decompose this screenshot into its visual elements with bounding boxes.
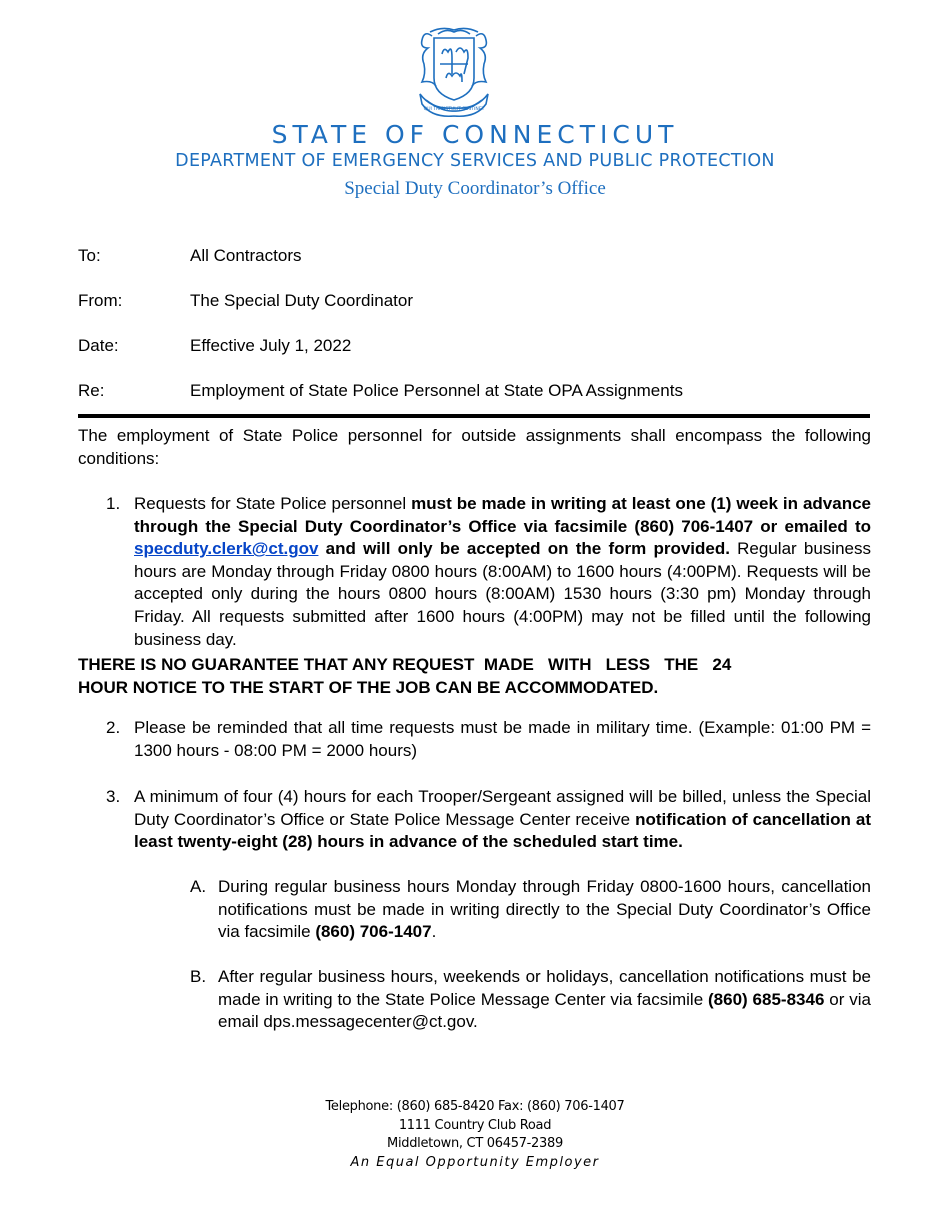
warning-line-1: THERE IS NO GUARANTEE THAT ANY REQUEST MADE WITH LESS THE 24 (78, 655, 732, 674)
item-3-bold-a: notification of cancellation at least twenty-eight (28) hours in advance of the scheduled start time. (134, 809, 872, 852)
re-label: Re: (78, 381, 105, 400)
sub-item-a-fax: (860) 706-1407 (315, 922, 432, 942)
department-title: DEPARTMENT OF EMERGENCY SERVICES AND PUBLIC PROTECTION (175, 151, 775, 171)
email-link[interactable]: specduty.clerk@ct.gov (134, 539, 319, 559)
footer-eoe: An Equal Opportunity Employer (350, 1154, 600, 1170)
date-label: Date: (78, 336, 119, 355)
sub-item-b-text-a: After regular business hours, weekends or holidays, cancellation notifications must be made in writing to the State Police Message Center via facsimile (218, 967, 871, 1009)
to-value: All Contractors (190, 246, 302, 265)
sub-item-a-text-b: . (431, 922, 437, 942)
state-seal-icon (412, 24, 496, 124)
footer (0, 1098, 950, 1172)
item-1 (134, 493, 871, 651)
item-1-bold-a: must be made in writing at least one (1) week in advance through the Special Duty Coordinator’s Office via facsimile (860) 706-1407 or emailed to (134, 494, 872, 536)
sub-item-b-text-b: or via email dps.messagecenter@ct.gov. (218, 989, 871, 1032)
item-2-number: 2. (106, 718, 121, 737)
seal-motto: QUI TRANSTULIT SUSTINET (423, 107, 485, 112)
to-label: To: (78, 246, 101, 265)
item-1-bold-b: and will only be accepted on the form provided. (318, 539, 730, 559)
footer-city: Middletown, CT 06457-2389 (387, 1136, 563, 1151)
warning-line-2: HOUR NOTICE TO THE START OF THE JOB CAN BE ACCOMMODATED. (78, 677, 659, 697)
header-divider (78, 414, 870, 418)
guarantee-warning (78, 654, 878, 699)
sub-item-a-text-a: During regular business hours Monday through Friday 0800-1600 hours, cancellation notifications must be made in writing directly to the Special Duty Coordinator’s Office via facsimile (218, 877, 871, 942)
from-value: The Special Duty Coordinator (190, 291, 414, 310)
item-1-text-a: Requests for State Police personnel (134, 494, 412, 513)
footer-phone: Telephone: (860) 685-8420 Fax: (860) 706-1407 (325, 1099, 625, 1114)
sub-item-a-letter: A. (190, 877, 207, 896)
office-title: Special Duty Coordinator’s Office (344, 178, 606, 199)
sub-item-a (218, 876, 871, 944)
re-value: Employment of State Police Personnel at State OPA Assignments (190, 381, 683, 400)
item-3-number: 3. (106, 787, 121, 806)
item-3 (134, 786, 871, 854)
sub-item-b (218, 966, 871, 1034)
sub-item-b-fax: (860) 685-8346 (708, 989, 825, 1009)
footer-street: 1111 Country Club Road (398, 1117, 552, 1133)
state-title: STATE OF CONNECTICUT (271, 120, 679, 149)
item-3-text-a: A minimum of four (4) hours for each Trooper/Sergeant assigned will be billed, unless the Special Duty Coordinator’s Office or State Police Message Center receive (134, 787, 871, 829)
date-value: Effective July 1, 2022 (190, 336, 352, 355)
item-2: Please be reminded that all time requests must be made in military time. (Example: 01:00 PM = 1300 hours - 08:00 PM = 2000 hours) (134, 718, 871, 760)
from-label: From: (78, 291, 123, 310)
item-1-number: 1. (106, 494, 121, 513)
intro-paragraph: The employment of State Police personnel for outside assignments shall encompass the following conditions: (78, 426, 871, 468)
item-1-text-b: Regular business hours are Monday through Friday 0800 hours (8:00AM) to 1600 hours (4:00PM). Requests will be accepted only during the hours 0800 hours (8:00AM) 1530 hours (3:30 pm) Monday through Friday. All requests submitted after 1600 hours (4:00PM) may not be filled until the following business day. (134, 539, 871, 649)
sub-item-b-letter: B. (190, 967, 207, 986)
